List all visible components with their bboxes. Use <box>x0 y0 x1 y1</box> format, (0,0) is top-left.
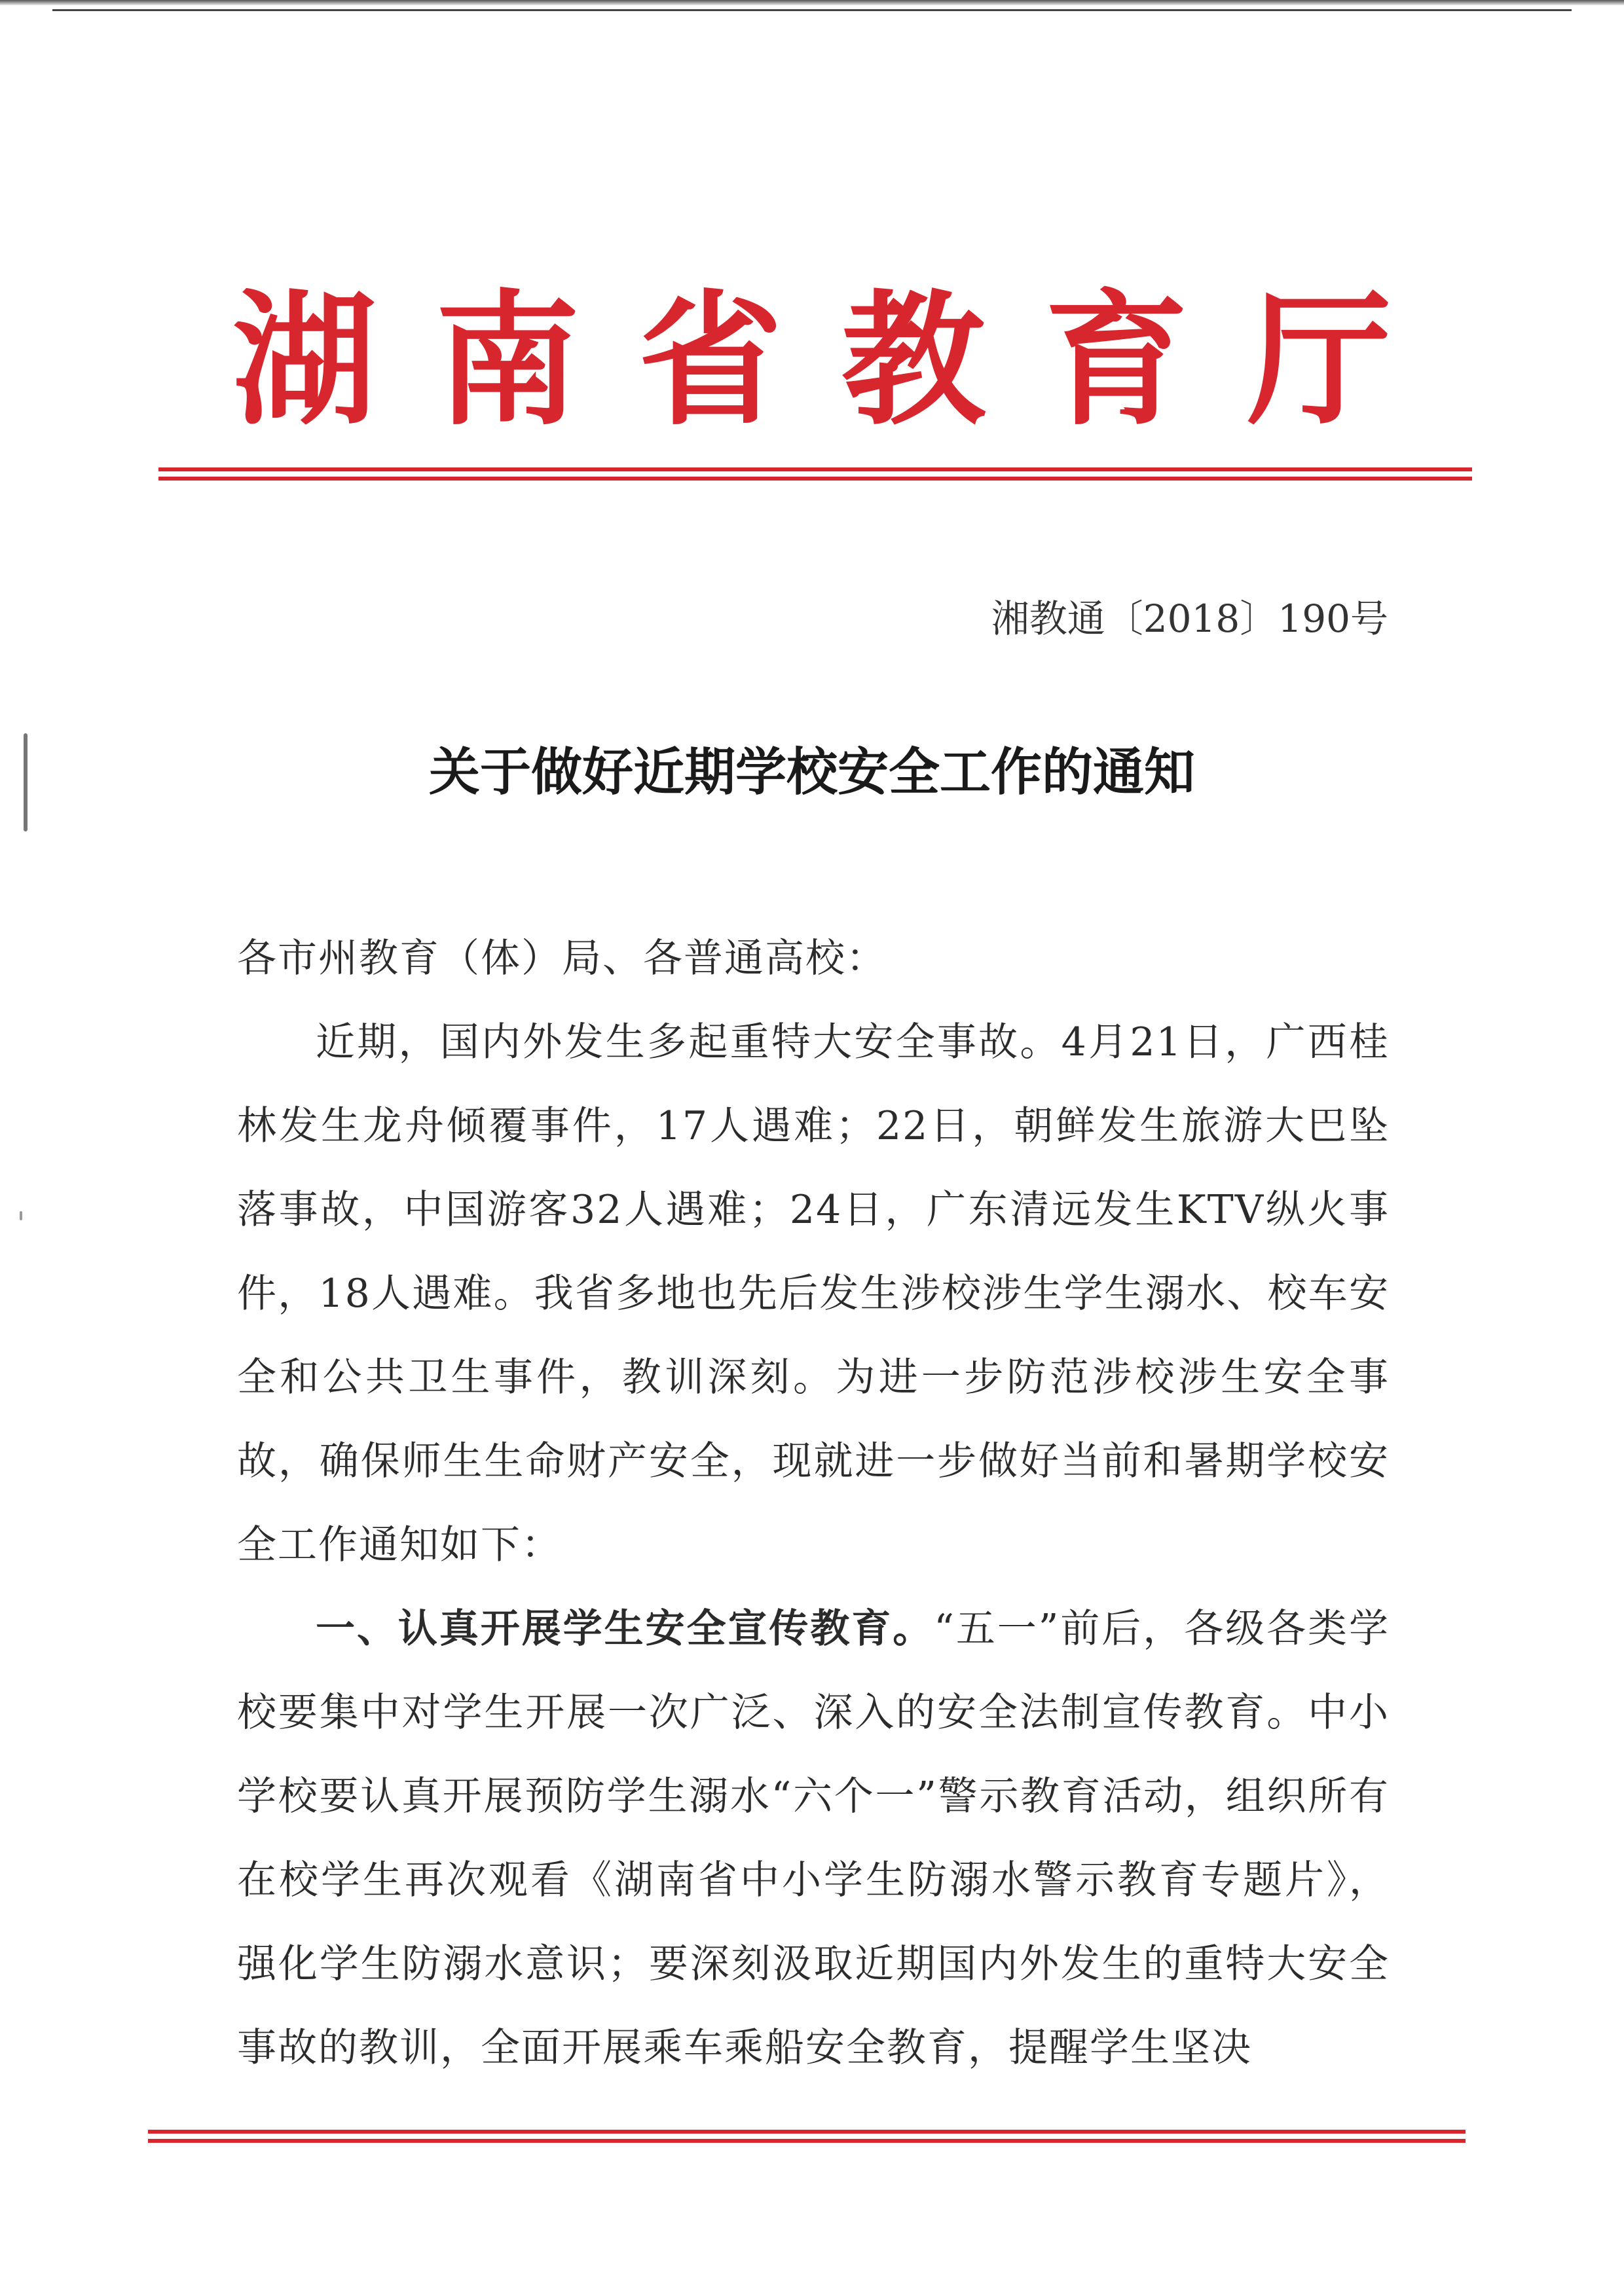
section-1-heading: 一、认真开展学生安全宣传教育。 <box>316 1606 934 1652</box>
masthead-rule-bottom <box>158 477 1472 481</box>
document-title: 关于做好近期学校安全工作的通知 <box>428 742 1195 802</box>
binding-mark <box>24 733 28 831</box>
salutation: 各市州教育（体）局、各普通高校： <box>237 936 887 981</box>
masthead-title: 湖南省教育厅 <box>232 275 1450 445</box>
binding-mark-small <box>20 1211 22 1220</box>
scan-top-line <box>52 9 1572 11</box>
footer-rule-bottom <box>148 2139 1466 2143</box>
masthead-rule-top <box>158 467 1472 471</box>
paragraph-section-1 <box>237 1587 1390 2090</box>
section-1-text: “五一”前后，各级各类学校要集中对学生开展一次广泛、深入的安全法制宣传教育。中小学校要认真开展预防学生溺水“六个一”警示教育活动，组织所有在校学生再次观看《湖南省中小学生防溺水警示教育专题片》，强化学生防溺水意识；要深刻汲取近期国内外发生的重特大安全事故的教训，全面开展乘车乘船安全教育，提醒学生坚决 <box>237 1606 1390 2071</box>
scan-top-edge <box>0 0 1624 5</box>
document-number: 湘教通〔2018〕190号 <box>991 596 1388 641</box>
document-body <box>237 917 1390 2090</box>
footer-rule-top <box>148 2130 1466 2134</box>
paragraph-intro: 近期，国内外发生多起重特大安全事故。4月21日，广西桂林发生龙舟倾覆事件，17人遇难；22日，朝鲜发生旅游大巴坠落事故，中国游客32人遇难；24日，广东清远发生KTV纵火事件，18人遇难。我省多地也先后发生涉校涉生学生溺水、校车安全和公共卫生事件，教训深刻。为进一步防范涉校涉生安全事故，确保师生生命财产安全，现就进一步做好当前和暑期学校安全工作通知如下： <box>237 1019 1390 1568</box>
